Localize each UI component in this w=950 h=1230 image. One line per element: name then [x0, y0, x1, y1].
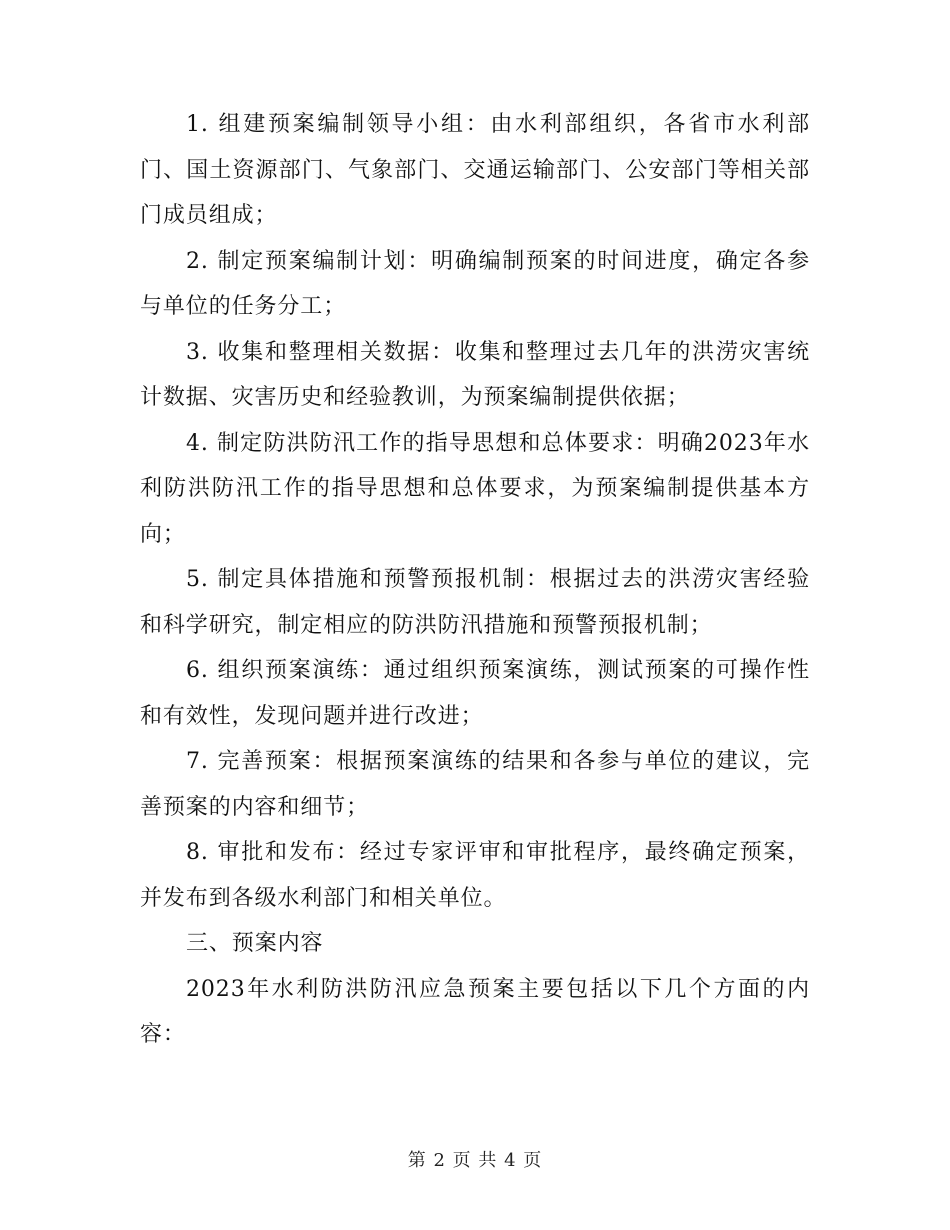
step-6-paragraph: 6. 组织预案演练：通过组织预案演练，测试预案的可操作性和有效性，发现问题并进行改进； — [140, 658, 810, 729]
page-number-footer: 第 2 页 共 4 页 — [407, 1150, 543, 1171]
step-3-paragraph: 3. 收集和整理相关数据：收集和整理过去几年的洪涝灾害统计数据、灾害历史和经验教训，为预案编制提供依据； — [140, 339, 810, 410]
step-4-paragraph: 4. 制定防洪防汛工作的指导思想和总体要求：明确2023年水利防洪防汛工作的指导思想和总体要求，为预案编制提供基本方向； — [140, 430, 810, 547]
step-7-paragraph: 7. 完善预案：根据预案演练的结果和各参与单位的建议，完善预案的内容和细节； — [140, 749, 810, 820]
document-body — [140, 102, 810, 1058]
section-heading: 三、预案内容 — [186, 931, 324, 956]
step-8-paragraph: 8. 审批和发布：经过专家评审和审批程序，最终确定预案，并发布到各级水利部门和相关单位。 — [140, 840, 810, 911]
step-2-paragraph: 2. 制定预案编制计划：明确编制预案的时间进度，确定各参与单位的任务分工； — [140, 248, 810, 319]
step-1-paragraph: 1. 组建预案编制领导小组：由水利部组织，各省市水利部门、国土资源部门、气象部门、交通运输部门、公安部门等相关部门成员组成； — [140, 112, 810, 228]
step-5-paragraph: 5. 制定具体措施和预警预报机制：根据过去的洪涝灾害经验和科学研究，制定相应的防洪防汛措施和预警预报机制； — [140, 567, 810, 638]
section-intro-paragraph: 2023年水利防洪防汛应急预案主要包括以下几个方面的内容： — [140, 976, 810, 1047]
